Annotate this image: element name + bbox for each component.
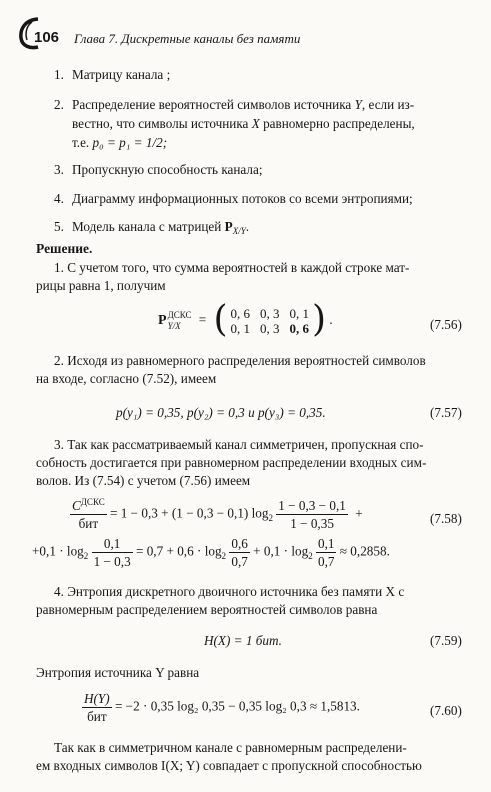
equation-7-58-line1: $\frac{C^{ДСКС}}{\text{бит}}$ = 1 − 0,3 + (1 − 0,3 − 0,1) $\log_2$ $\frac{1 - 0,3 - 0,1}{1 - 0,35}$ + xyxy=(72,497,363,532)
step1-text: 1. С учетом того, что сумма вероятностей в каждой строке мат- рицы равна 1, получим xyxy=(36,260,410,293)
step2-text: 2. Исходя из равномерного распределения вероятностей символов на входе, согласно (7.52), имеем xyxy=(36,353,426,386)
eq-number-7-56: (7.56) xyxy=(430,317,462,332)
equation-7-57: p(y₁) = 0,35, p(y₂) = 0,3 и p(y₃) = 0,35. xyxy=(116,405,326,420)
equation-7-60: $\frac{H(Y)}{\text{бит}}$ = −2 · 0,35 log₂ 0,35 − 0,35 log₂ 0,3 ≈ 1,5813. xyxy=(84,691,360,725)
eq-number-7-57: (7.57) xyxy=(430,405,462,420)
equation-7-56: P ДСКС Y/X = ( 0, 6 0, 3 0, 1 0, 1 0, 3 0, 6 ) . xyxy=(158,299,333,340)
step4-text: 4. Энтропия дискретного двоичного источника без памяти X с равномерным распределением вероятностей символов равна xyxy=(36,584,405,617)
step3-text: 3. Так как рассматриваемый канал симметричен, пропускная спо- собность достигается при равномерном распределении входных сим- волов. Из (7.54) с учетом (7.56) имеем xyxy=(36,437,427,488)
eq-number-7-58: (7.58) xyxy=(430,511,462,526)
closing-text: Так как в симметричном канале с равномерным распределени- ем входных символов I(X; Y) совпадает с пропускной способностью xyxy=(36,740,422,773)
list-item: 5. Модель канала с матрицей $P_{X/Y}$. xyxy=(54,219,250,236)
eq-number-7-60: (7.60) xyxy=(430,703,462,718)
list-item: 4. Диаграмму информационных потоков со всеми энтропиями; xyxy=(54,191,413,206)
eq-number-7-59: (7.59) xyxy=(430,633,462,648)
list-item: 3. Пропускную способность канала; xyxy=(54,162,263,177)
list-item: 1. Матрицу канала ; xyxy=(54,67,171,82)
equation-7-59: H(X) = 1 бит. xyxy=(204,633,282,648)
solution-heading: Решение. xyxy=(36,241,93,256)
entropy-y-text: Энтропия источника Y равна xyxy=(36,665,200,680)
page-number: 106 xyxy=(34,29,60,46)
chapter-title: Глава 7. Дискретные каналы без памяти xyxy=(74,31,301,46)
equation-7-58-line2: $+0,1 \cdot \log_2$ $\frac{0,1}{1 - 0,3}$ = $0,7 + 0,6 \cdot \log_2$ $\frac{0,6}{0,7}$ + $0,1 \cdot \log_2$ $\frac{0,1}{0,7}$ ≈ 0,2858. xyxy=(32,536,390,570)
list-item: 2. Распределение вероятностей символов источника Y, если из- вестно, что символы источника X равномерно распределены, т.е. p₀ = p₁ = 1/2; xyxy=(54,97,415,151)
